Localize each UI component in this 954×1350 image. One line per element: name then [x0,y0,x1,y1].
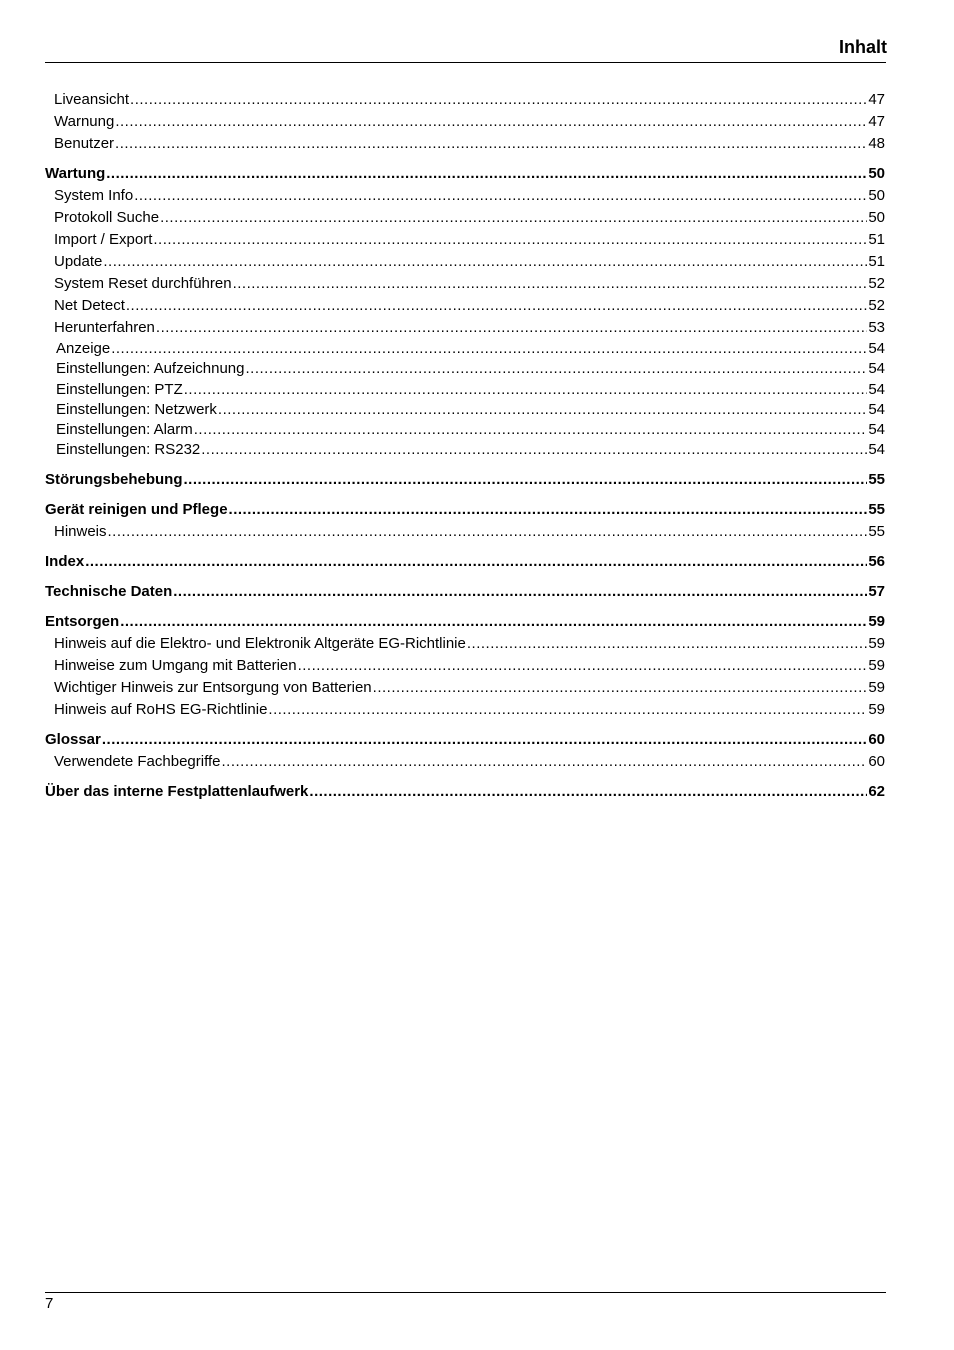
toc-entry-page: 52 [868,275,885,292]
toc-entry-title: Warnung [54,113,115,130]
toc-entry[interactable] [45,781,885,803]
toc-dot-leader [102,729,867,751]
toc-dot-leader [115,133,867,155]
toc-entry-page: 51 [868,231,885,248]
toc-entry-title: Einstellungen: PTZ [56,380,183,398]
toc-entry-page: 54 [868,380,885,398]
toc-entry-page: 51 [868,253,885,270]
toc-entry-page: 53 [868,319,885,336]
toc-entry-page: 54 [868,441,885,459]
toc-dot-leader [222,751,868,773]
toc-entry-page: 59 [868,678,885,696]
toc-dot-leader [245,359,867,379]
toc-entry-title: Liveansicht [54,91,130,108]
toc-entry[interactable] [45,229,885,251]
toc-entry-title: Einstellungen: Alarm [56,421,193,439]
toc-entry[interactable] [45,469,885,491]
toc-entry-page: 54 [868,400,885,418]
toc-dot-leader [126,295,867,317]
toc-entry-title: Einstellungen: RS232 [56,441,201,459]
toc-dot-leader [184,380,868,400]
toc-dot-leader [85,551,867,573]
toc-entry[interactable] [45,521,885,543]
toc-dot-leader [467,633,867,655]
toc-entry[interactable] [45,440,885,460]
toc-dot-leader [106,163,867,185]
toc-entry[interactable] [45,273,885,295]
toc-entry-title: Wartung [45,165,106,182]
toc-entry-page: 52 [868,297,885,314]
toc-entry[interactable] [45,420,885,440]
toc-entry-title: Wichtiger Hinweis zur Entsorgung von Batterien [54,678,372,696]
toc-dot-leader [103,251,867,273]
toc-entry-page: 54 [868,421,885,439]
header-divider [45,62,886,63]
toc-entry[interactable] [45,729,885,751]
toc-entry-title: Einstellungen: Netzwerk [56,400,217,418]
toc-entry-title: Einstellungen: Aufzeichnung [56,360,245,378]
toc-dot-leader [218,400,867,420]
toc-dot-leader [134,185,867,207]
toc-entry[interactable] [45,633,885,655]
toc-entry-page: 54 [868,340,885,357]
toc-entry-page: 50 [868,187,885,204]
toc-entry[interactable] [45,251,885,273]
toc-entry-page: 50 [868,209,885,226]
toc-dot-leader [201,440,867,460]
toc-entry[interactable] [45,207,885,229]
toc-entry-title: Hinweis [54,522,107,540]
toc-entry-page: 50 [868,165,885,182]
toc-dot-leader [115,111,867,133]
toc-dot-leader [120,611,867,633]
toc-entry-title: Import / Export [54,231,153,248]
toc-entry[interactable] [45,89,885,111]
toc-entry[interactable] [45,677,885,699]
toc-dot-leader [111,339,867,359]
page-header-title: Inhalt [839,37,887,57]
toc-entry[interactable] [45,339,885,359]
toc-dot-leader [194,420,868,440]
toc-entry-title: Anzeige [56,340,111,357]
toc-dot-leader [373,677,868,699]
toc-entry-page: 54 [868,360,885,378]
toc-entry[interactable] [45,400,885,420]
toc-entry-title: System Reset durchführen [54,275,232,292]
toc-dot-leader [184,469,868,491]
table-of-contents [45,89,885,803]
toc-entry-page: 55 [868,522,885,540]
toc-entry-page: 59 [868,634,885,652]
toc-entry-page: 59 [868,656,885,674]
toc-entry[interactable] [45,699,885,721]
toc-entry-title: Update [54,253,103,270]
toc-entry-page: 60 [868,730,885,748]
page-number: 7 [45,1295,54,1312]
toc-entry-page: 57 [868,582,885,600]
toc-entry-page: 56 [868,552,885,570]
toc-entry[interactable] [45,611,885,633]
toc-entry-page: 55 [868,470,885,488]
toc-dot-leader [153,229,867,251]
toc-entry-title: Hinweis auf die Elektro- und Elektronik Altgeräte EG-Richtlinie [54,634,466,652]
toc-dot-leader [160,207,867,229]
toc-entry-title: Entsorgen [45,612,120,630]
toc-entry-title: Technische Daten [45,582,173,600]
toc-dot-leader [130,89,867,111]
toc-entry-title: Benutzer [54,135,115,152]
toc-entry-title: System Info [54,187,134,204]
toc-entry-title: Herunterfahren [54,319,155,336]
toc-dot-leader [298,655,868,677]
toc-dot-leader [233,273,868,295]
toc-entry-page: 60 [868,752,885,770]
toc-entry[interactable] [45,751,885,773]
toc-entry[interactable] [45,317,885,339]
toc-dot-leader [309,781,867,803]
toc-entry-title: Hinweise zum Umgang mit Batterien [54,656,297,674]
toc-entry-page: 62 [868,782,885,800]
toc-entry[interactable] [45,655,885,677]
toc-entry[interactable] [45,133,885,155]
toc-entry-page: 55 [868,500,885,518]
toc-dot-leader [108,521,868,543]
toc-dot-leader [229,499,868,521]
toc-entry[interactable] [45,581,885,603]
toc-entry-title: Index [45,552,85,570]
toc-entry-page: 59 [868,612,885,630]
toc-entry-page: 59 [868,700,885,718]
toc-entry-title: Protokoll Suche [54,209,160,226]
toc-entry[interactable] [45,295,885,317]
toc-entry-page: 48 [868,135,885,152]
toc-entry[interactable] [45,185,885,207]
toc-entry-title: Gerät reinigen und Pflege [45,500,228,518]
toc-entry-title: Verwendete Fachbegriffe [54,752,221,770]
toc-entry[interactable] [45,380,885,400]
toc-dot-leader [156,317,867,339]
toc-entry[interactable] [45,111,885,133]
toc-entry-page: 47 [868,91,885,108]
toc-dot-leader [173,581,867,603]
toc-entry[interactable] [45,499,885,521]
toc-entry-title: Hinweis auf RoHS EG-Richtlinie [54,700,268,718]
toc-dot-leader [268,699,867,721]
toc-entry[interactable] [45,359,885,379]
toc-entry[interactable] [45,551,885,573]
toc-entry-page: 47 [868,113,885,130]
toc-entry-title: Glossar [45,730,101,748]
toc-entry-title: Net Detect [54,297,125,314]
toc-entry[interactable] [45,163,885,185]
toc-entry-title: Über das interne Festplattenlaufwerk [45,782,309,800]
toc-entry-title: Störungsbehebung [45,470,183,488]
footer-divider [45,1292,886,1293]
